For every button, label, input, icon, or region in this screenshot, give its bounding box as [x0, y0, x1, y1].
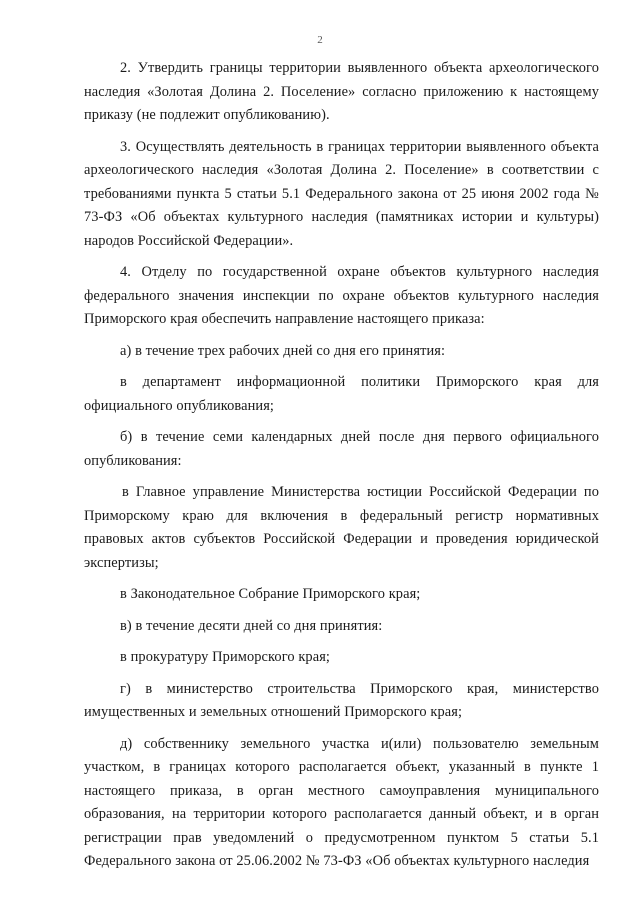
- subparagraph-d: д) собственнику земельного участка и(или) пользователю земельным участком, в границах которого располагается объект, указанный в пункте 1 настоящего приказа, в орган местного самоуправления муниципального образования, на территории которого располагается данный объект, и в орган регистрации прав уведомлений о предусмотренном пунктом 5 статьи 5.1 Федерального закона от 25.06.2002 № 73-ФЗ «Об объектах культурного наследия: [84, 735, 599, 869]
- recipient-information-policy-dept: в департамент информационной политики Приморского края для официального опубликования;: [84, 374, 599, 414]
- recipient-prosecutor-office: в прокуратуру Приморского края;: [120, 649, 331, 665]
- recipient-ministry-of-justice: в Главное управление Министерства юстиции Российской Федерации по Приморскому краю для включения в федеральный регистр нормативных правовых актов субъектов Российской Федерации и проведения юридической экспертизы;: [84, 484, 599, 571]
- page-number: 2: [317, 34, 323, 46]
- document-body: [84, 57, 599, 882]
- paragraph-item-3: 3. Осуществлять деятельность в границах территории выявленного объекта археологического наследия «Золотая Долина 2. Поселение» в соответствии с требованиями пункта 5 статьи 5.1 Федерального закона от 25 июня 2002 года № 73-ФЗ «Об объектах культурного наследия (памятниках истории и культуры) народов Российской Федерации».: [84, 138, 599, 249]
- subparagraph-g: г) в министерство строительства Приморского края, министерство имущественных и земельных отношений Приморского края;: [84, 680, 599, 720]
- paragraph-item-4: 4. Отделу по государственной охране объектов культурного наследия федерального значения инспекции по охране объектов культурного наследия Приморского края обеспечить направление настоящего приказа:: [84, 264, 599, 327]
- paragraph-item-2: 2. Утвердить границы территории выявленного объекта археологического наследия «Золотая Долина 2. Поселение» согласно приложению к настоящему приказу (не подлежит опубликованию).: [84, 60, 599, 123]
- subparagraph-a: а) в течение трех рабочих дней со дня его принятия:: [120, 342, 446, 359]
- recipient-legislative-assembly: в Законодательное Собрание Приморского края;: [120, 586, 421, 602]
- subparagraph-b: б) в течение семи календарных дней после дня первого официального опубликования:: [84, 429, 599, 469]
- subparagraph-v: в) в течение десяти дней со дня принятия:: [120, 617, 383, 634]
